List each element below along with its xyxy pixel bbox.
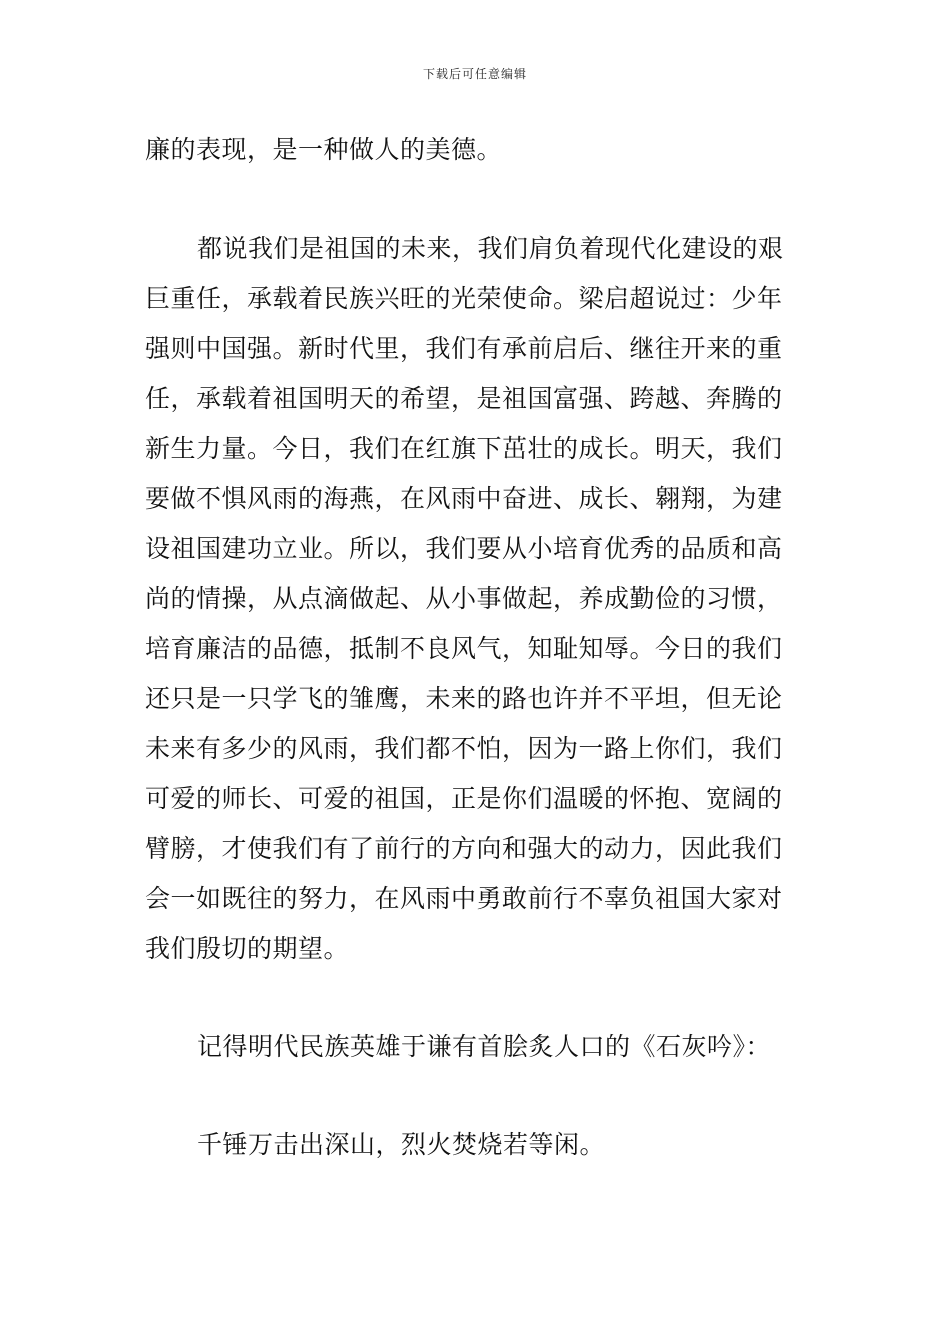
- paragraph-line: 未来有多少的风雨，我们都不怕，因为一路上你们，我们: [145, 734, 783, 763]
- paragraph-3: [145, 1022, 815, 1072]
- paragraph-line: 千锤万击出深山，烈火焚烧若等闲。: [197, 1130, 606, 1159]
- paragraph-line: 可爱的师长、可爱的祖国，正是你们温暖的怀抱、宽阔的: [145, 784, 783, 813]
- paragraph-line: 设祖国建功立业。所以，我们要从小培育优秀的品质和高: [145, 534, 783, 563]
- paragraph-line: 记得明代民族英雄于谦有首脍炙人口的《石灰吟》：: [197, 1032, 772, 1061]
- paragraph-line: 任，承载着祖国明天的希望，是祖国富强、跨越、奔腾的: [145, 384, 783, 413]
- paragraph-line: 我们殷切的期望。: [145, 934, 350, 963]
- paragraph-2: [145, 224, 815, 974]
- paragraph-4: [145, 1120, 815, 1170]
- paragraph-line: 培育廉洁的品德，抵制不良风气，知耻知辱。今日的我们: [145, 634, 783, 663]
- paragraph-1: [145, 125, 815, 175]
- paragraph-line: 廉的表现，是一种做人的美德。: [145, 135, 503, 164]
- page-header: 下载后可任意编辑: [422, 67, 527, 81]
- paragraph-line: 尚的情操，从点滴做起、从小事做起，养成勤俭的习惯，: [145, 584, 783, 613]
- paragraph-line: 臂膀，才使我们有了前行的方向和强大的动力，因此我们: [145, 834, 783, 863]
- paragraph-line: 巨重任，承载着民族兴旺的光荣使命。梁启超说过：少年: [145, 284, 783, 313]
- paragraph-line: 会一如既往的努力，在风雨中勇敢前行不辜负祖国大家对: [145, 884, 783, 913]
- paragraph-line: 新生力量。今日，我们在红旗下茁壮的成长。明天，我们: [145, 434, 783, 463]
- paragraph-line: 强则中国强。新时代里，我们有承前启后、继往开来的重: [145, 334, 783, 363]
- paragraph-line: 都说我们是祖国的未来，我们肩负着现代化建设的艰: [197, 234, 784, 263]
- paragraph-line: 还只是一只学飞的雏鹰，未来的路也许并不平坦，但无论: [145, 684, 783, 713]
- paragraph-line: 要做不惧风雨的海燕，在风雨中奋进、成长、翱翔，为建: [145, 484, 783, 513]
